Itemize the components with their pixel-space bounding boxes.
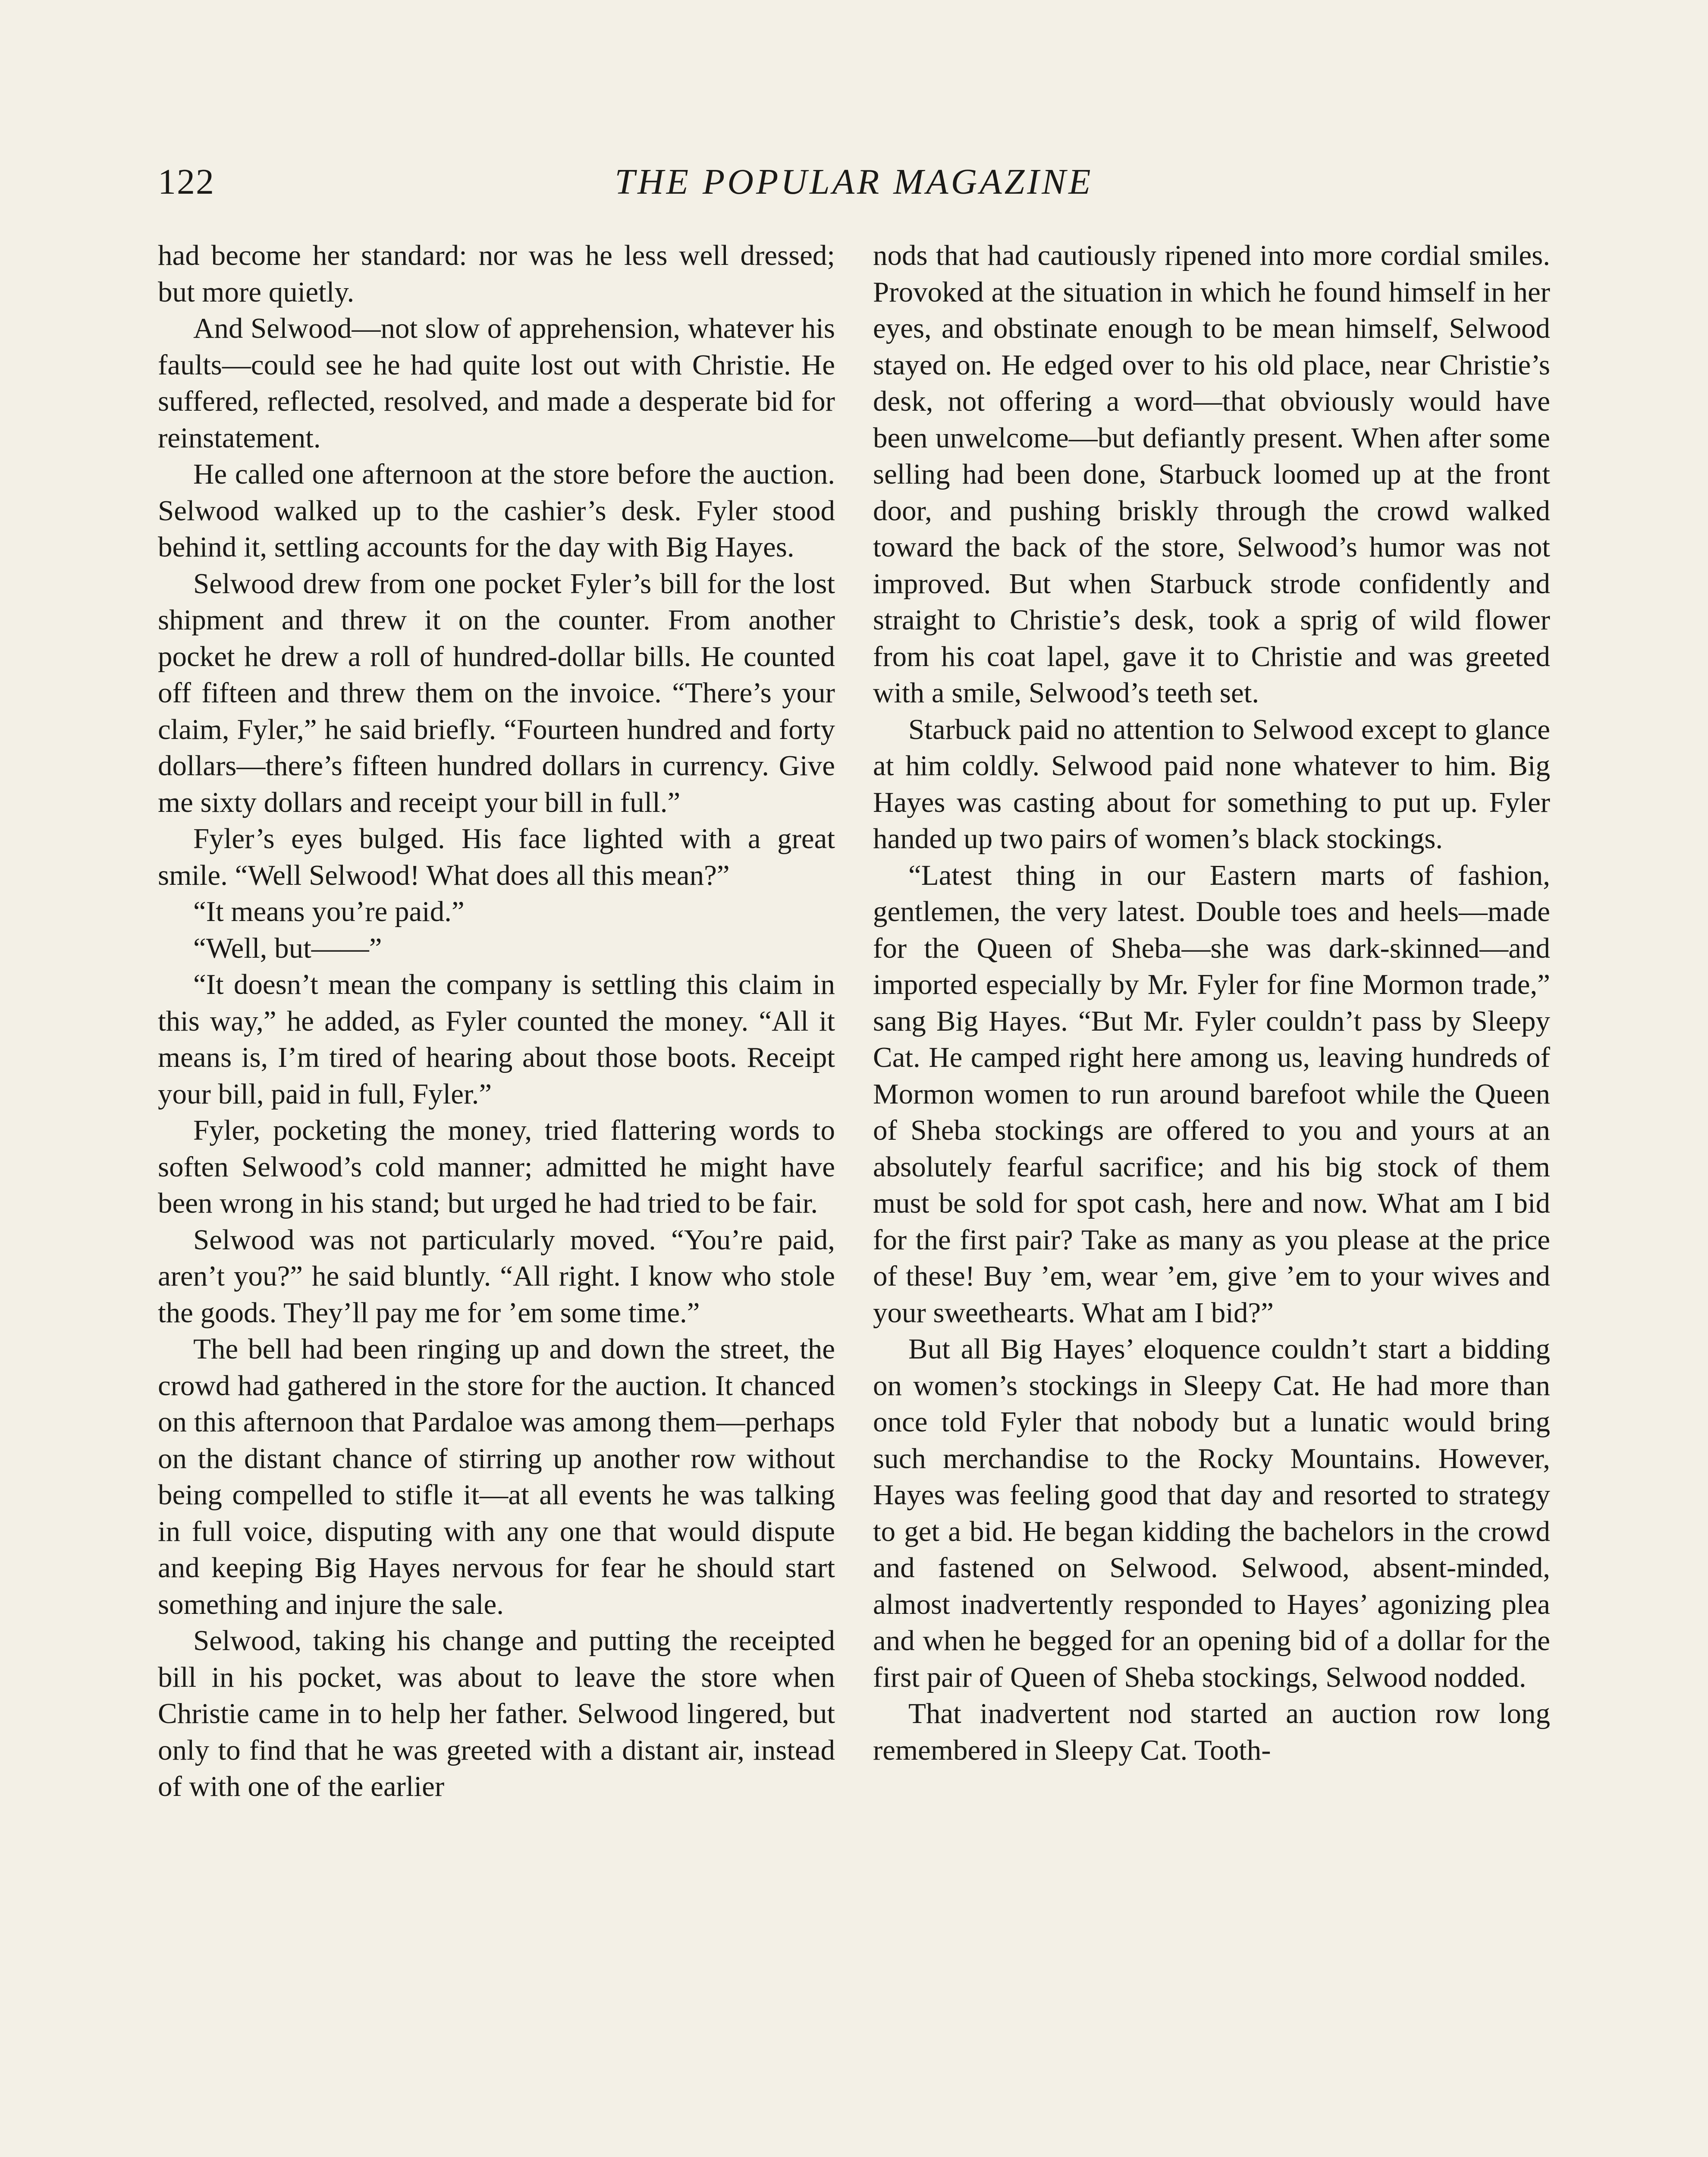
paragraph: “Latest thing in our Eastern marts of fashion, gentlemen, the very latest. Double toes and heels—made for the Queen of Sheba—she was dark-skinned—and imported especially by Mr. Fyler for fine Mormon trade,” sang Big Hayes. “But Mr. Fyler couldn’t pass by Sleepy Cat. He camped right here among us, leaving hundreds of Mormon women to run around barefoot while the Queen of Sheba stockings are offered to you and yours at an absolutely fearful sacrifice; and his big stock of them must be sold for spot cash, here and now. What am I bid for the first pair? Take as many as you please at the price of these! Buy ’em, wear ’em, give ’em to your wives and your sweethearts. What am I bid?” (873, 859, 1550, 1329)
paragraph: had become her standard: nor was he less well dressed; but more quietly. (158, 239, 835, 308)
paragraph: Fyler’s eyes bulged. His face lighted with a great smile. “Well Selwood! What does all this mean?” (158, 823, 835, 891)
paragraph: Selwood was not particularly moved. “You’re paid, aren’t you?” he said bluntly. “All right. I know who stole the goods. They’ll pay me for ’em some time.” (158, 1223, 835, 1329)
paragraph: The bell had been ringing up and down the street, the crowd had gathered in the store for the auction. It chanced on this afternoon that Pardaloe was among them—perhaps on the distant chance of stirring up another row without being compelled to stifle it—at all events he was talking in full voice, disputing with any one that would dispute and keeping Big Hayes nervous for fear he should start something and injure the sale. (158, 1333, 835, 1620)
paragraph: Selwood, taking his change and putting the receipted bill in his pocket, was about to leave the store when Christie came in to help her father. Selwood lingered, but only to find that he was greeted with a distant air, instead of with one of the earlier (158, 1625, 835, 1802)
paragraph: “Well, but——” (193, 932, 382, 964)
paragraph: Selwood drew from one pocket Fyler’s bill for the lost shipment and threw it on the counter. From another pocket he drew a roll of hundred-dollar bills. He counted off fifteen and threw them on the invoice. “There’s your claim, Fyler,” he said briefly. “Fourteen hundred and forty dollars—there’s fifteen hundred dollars in currency. Give me sixty dollars and receipt your bill in full.” (158, 567, 835, 818)
paragraph: “It means you’re paid.” (193, 896, 465, 928)
left-column (158, 237, 835, 1805)
paragraph: Fyler, pocketing the money, tried flattering words to soften Selwood’s cold manner; admitted he might have been wrong in his stand; but urged he had tried to be fair. (158, 1114, 835, 1219)
paragraph: That inadvertent nod started an auction row long remembered in Sleepy Cat. Tooth- (873, 1698, 1550, 1766)
paragraph: Starbuck paid no attention to Selwood except to glance at him coldly. Selwood paid none whatever to him. Big Hayes was casting about for something to put up. Fyler handed up two pairs of women’s black stockings. (873, 713, 1550, 855)
paragraph: “It doesn’t mean the company is settling this claim in this way,” he added, as Fyler counted the money. “All it means is, I’m tired of hearing about those boots. Receipt your bill, paid in full, Fyler.” (158, 968, 835, 1110)
right-column (873, 237, 1550, 1768)
paragraph: He called one afternoon at the store before the auction. Selwood walked up to the cashier’s desk. Fyler stood behind it, settling accounts for the day with Big Hayes. (158, 458, 835, 563)
paragraph: nods that had cautiously ripened into more cordial smiles. Provoked at the situation in which he found himself in her eyes, and obstinate enough to be mean himself, Selwood stayed on. He edged over to his old place, near Christie’s desk, not offering a word—that obviously would have been unwelcome—but defiantly present. When after some selling had been done, Starbuck loomed up at the front door, and pushing briskly through the crowd walked toward the back of the store, Selwood’s humor was not improved. But when Starbuck strode confidently and straight to Christie’s desk, took a sprig of wild flower from his coat lapel, gave it to Christie and was greeted with a smile, Selwood’s teeth set. (873, 239, 1550, 709)
paragraph: And Selwood—not slow of apprehension, whatever his faults—could see he had quite lost out with Christie. He suffered, reflected, resolved, and made a desperate bid for reinstatement. (158, 312, 835, 454)
page-number: 122 (158, 162, 215, 202)
running-head: THE POPULAR MAGAZINE (615, 162, 1093, 202)
page-header (158, 156, 1550, 208)
paragraph: But all Big Hayes’ eloquence couldn’t start a bidding on women’s stockings in Sleepy Cat. He had more than once told Fyler that nobody but a lunatic would bring such merchandise to the Rocky Mountains. However, Hayes was feeling good that day and resorted to strategy to get a bid. He began kidding the bachelors in the crowd and fastened on Selwood. Selwood, absent-minded, almost inadvertently responded to Hayes’ agonizing plea and when he begged for an opening bid of a dollar for the first pair of Queen of Sheba stockings, Selwood nodded. (873, 1333, 1550, 1693)
